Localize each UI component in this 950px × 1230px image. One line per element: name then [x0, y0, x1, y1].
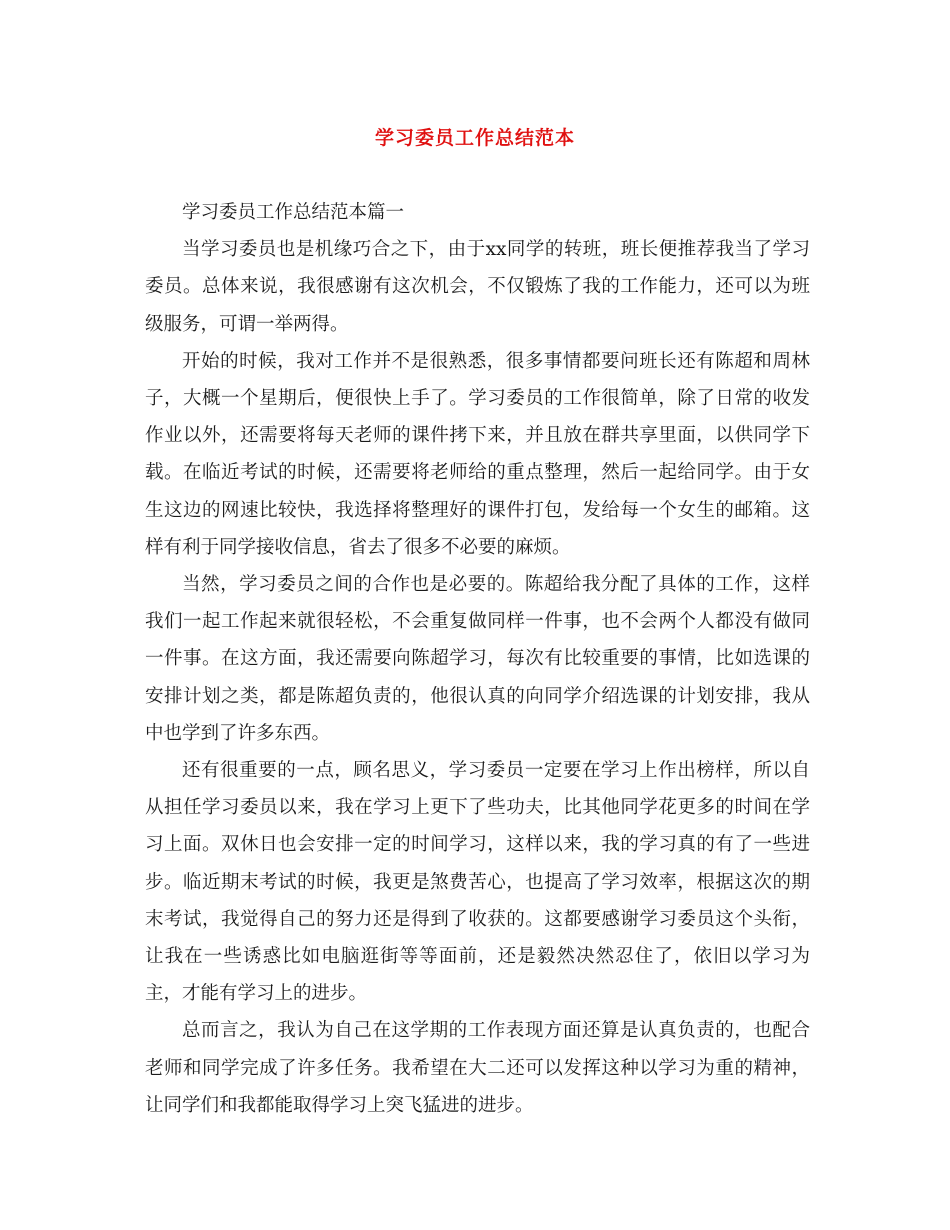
section-subtitle: 学习委员工作总结范本篇一 [182, 202, 405, 223]
paragraph-4: 还有很重要的一点，顾名思义，学习委员一定要在学习上作出榜样，所以自从担任学习委员以来，我在学习上更下了些功夫，比其他同学花更多的时间在学习上面。双休日也会安排一定的时间学习，这样以来，我的学习真的有了一些进步。临近期末考试的时候，我更是煞费苦心，也提高了学习效率，根据这次的期末考试，我觉得自己的努力还是得到了收获的。这都要感谢学习委员这个头衔，让我在一些诱惑比如电脑逛街等等面前，还是毅然决然忍住了，依旧以学习为主，才能有学习上的进步。 [145, 760, 810, 1005]
document-body [145, 194, 810, 1124]
paragraph-2: 开始的时候，我对工作并不是很熟悉，很多事情都要问班长还有陈超和周林子，大概一个星期后，便很快上手了。学习委员的工作很简单，除了日常的收发作业以外，还需要将每天老师的课件拷下来，并且放在群共享里面，以供同学下载。在临近考试的时候，还需要将老师给的重点整理，然后一起给同学。由于女生这边的网速比较快，我选择将整理好的课件打包，发给每一个女生的邮箱。这样有利于同学接收信息，省去了很多不必要的麻烦。 [145, 350, 810, 558]
paragraph-5: 总而言之，我认为自己在这学期的工作表现方面还算是认真负责的，也配合老师和同学完成了许多任务。我希望在大二还可以发挥这种以学习为重的精神，让同学们和我都能取得学习上突飞猛进的进步。 [145, 1020, 810, 1116]
paragraph-3: 当然，学习委员之间的合作也是必要的。陈超给我分配了具体的工作，这样我们一起工作起来就很轻松，不会重复做同样一件事，也不会两个人都没有做同一件事。在这方面，我还需要向陈超学习，每次有比较重要的事情，比如选课的安排计划之类，都是陈超负责的，他很认真的向同学介绍选课的计划安排，我从中也学到了许多东西。 [145, 574, 810, 744]
document-title: 学习委员工作总结范本 [374, 127, 575, 149]
paragraph-1: 当学习委员也是机缘巧合之下，由于xx同学的转班，班长便推荐我当了学习委员。总体来说，我很感谢有这次机会，不仅锻炼了我的工作能力，还可以为班级服务，可谓一举两得。 [145, 239, 810, 335]
